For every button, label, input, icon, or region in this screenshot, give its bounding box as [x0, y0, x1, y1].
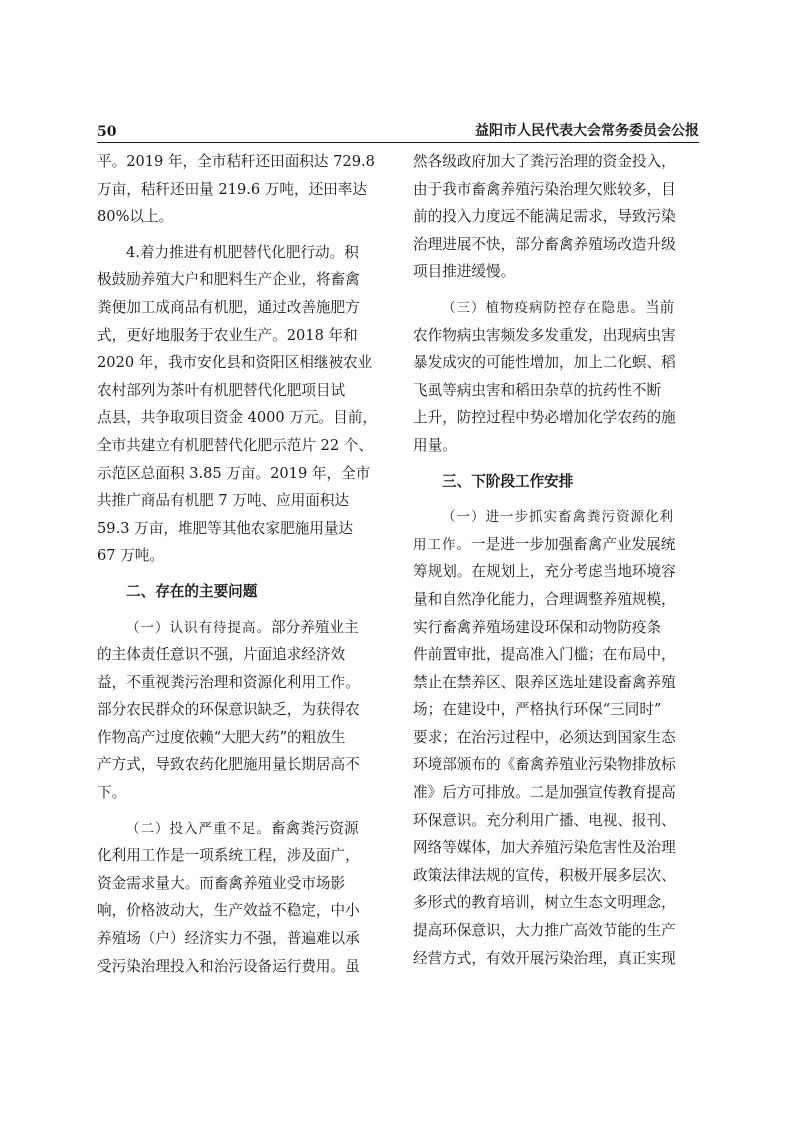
- text-line: 59.3 万亩，堆肥等其他农家肥施用量达: [97, 519, 354, 537]
- text-line: 暴发成灾的可能性增加，加上二化螟、稻: [413, 354, 676, 372]
- text-line: 示范区总面积 3.85 万亩。2019 年，全市: [97, 464, 371, 482]
- section-heading: 二、存在的主要问题: [126, 582, 258, 600]
- text-line: 治理进展不快，部分畜禽养殖场改造升级: [413, 235, 676, 253]
- subheading: （一）认识有待提高。: [126, 619, 271, 636]
- text-line: 用工作。一是进一步加强畜禽产业发展统: [413, 535, 676, 553]
- text-line: 环境部颁布的《畜禽养殖业污染物排放标: [413, 756, 676, 774]
- text-line: 作物高产过度依赖“大肥大药”的粗放生: [97, 728, 346, 746]
- text-line: 共推广商品有机肥 7 万吨、应用面积达: [97, 492, 350, 510]
- text-line: 上升，防控过程中势必增加化学农药的施: [413, 409, 676, 427]
- text-line: 用量。: [413, 436, 457, 454]
- text-line: 农作物病虫害频发多发重发，出现病虫害: [413, 326, 676, 344]
- text-line: 部分农民群众的环保意识缺乏，为获得农: [97, 701, 360, 719]
- text-line: （三）植物疫病防控存在隐患。当前: [442, 298, 675, 316]
- text-line: 政策法律法规的宣传，积极开展多层次、: [413, 866, 676, 884]
- text-line: 多形式的教育培训，树立生态文明理念，: [413, 894, 676, 912]
- text-line: 实行畜禽养殖场建设环保和动物防疫条: [413, 618, 662, 636]
- text-line: 平。2019 年，全市秸秆还田面积达 729.8: [97, 153, 375, 170]
- text-line: 全市共建立有机肥替代化肥示范片 22 个、: [97, 436, 373, 454]
- page-number: 50: [97, 124, 117, 140]
- subheading: （一）进一步抓实畜禽粪污资源化利: [442, 509, 674, 526]
- text-line: 准》后方可排放。二是加强宣传教育提高: [413, 784, 676, 802]
- text-line: 极鼓励养殖大户和肥料生产企业，将畜禽: [97, 271, 360, 289]
- text-line: 件前置审批，提高准入门槛；在布局中，: [413, 646, 676, 664]
- text-line: 资金需求量大。而畜禽养殖业受市场影: [97, 874, 346, 892]
- text-line: 粪便加工成商品有机肥，通过改善施肥方: [97, 298, 360, 316]
- text-line: 场；在建设中，严格执行环保“三同时”: [413, 701, 662, 719]
- left-column: [97, 148, 383, 980]
- text-line: 万亩，秸秆还田量 219.6 万吨，还田率达: [97, 180, 367, 198]
- text-line: 受污染治理投入和治污设备运行费用。虽: [97, 957, 360, 975]
- text-line: 然各级政府加大了粪污治理的资金投入，: [413, 153, 676, 170]
- subheading: 用工作。: [413, 536, 471, 553]
- text-line: [413, 503, 699, 531]
- text-line: 2020 年，我市安化县和资阳区相继被农业: [97, 354, 373, 372]
- text-line: 要求；在治污过程中，必须达到国家生态: [413, 728, 676, 746]
- text-line: 网络等媒体，加大养殖污染危害性及治理: [413, 839, 676, 857]
- header-rule: [97, 142, 699, 144]
- text-line: 筹规划。在规划上，充分考虑当地环境容: [413, 563, 676, 581]
- text-line: 益，不重视粪污治理和资源化利用工作。: [97, 673, 360, 691]
- text-line: （一）认识有待提高。部分养殖业主: [126, 618, 359, 636]
- subheading: （二）投入严重不足。: [126, 820, 271, 837]
- text-line: 80%以上。: [97, 208, 174, 226]
- section-heading: 三、下阶段工作安排: [442, 472, 574, 490]
- text-line: 4.着力推进有机肥替代化肥行动。积: [126, 243, 359, 261]
- text-line: 由于我市畜禽养殖污染治理欠账较多，目: [413, 180, 676, 198]
- right-column: [413, 148, 699, 972]
- publication-title: 益阳市人民代表大会常务委员会公报: [475, 123, 699, 139]
- text-line: 产方式，导致农药化肥施用量长期居高不: [97, 756, 360, 774]
- text-line: 点县，共争取项目资金 4000 万元。目前，: [97, 409, 377, 427]
- text-line: 养殖场（户）经济实力不强，普遍难以承: [97, 930, 360, 948]
- text-line: 环保意识。充分利用广播、电视、报刊、: [413, 811, 676, 829]
- text-line: 的主体责任意识不强，片面追求经济效: [97, 646, 346, 664]
- text-line: 式，更好地服务于农业生产。2018 年和: [97, 326, 358, 344]
- text-line: （二）投入严重不足。畜禽粪污资源: [126, 819, 359, 837]
- text-line: 化利用工作是一项系统工程，涉及面广，: [97, 847, 360, 865]
- text-line: 经营方式，有效开展污染治理，真正实现: [413, 949, 676, 967]
- text-line: 项目推进缓慢。: [413, 263, 516, 281]
- text-line: 量和自然净化能力，合理调整养殖规模，: [413, 590, 676, 608]
- text-line: 提高环保意识，大力推广高效节能的生产: [413, 922, 676, 940]
- text-line: 禁止在禁养区、限养区选址建设畜禽养殖: [413, 673, 676, 691]
- page-header: [97, 118, 699, 140]
- text-line: 农村部列为茶叶有机肥替代化肥项目试: [97, 381, 346, 399]
- text-line: 前的投入力度远不能满足需求，导致污染: [413, 208, 676, 226]
- text-line: 响，价格波动大，生产效益不稳定，中小: [97, 902, 360, 920]
- text-line: 下。: [97, 784, 127, 802]
- text-line: 67 万吨。: [97, 547, 164, 565]
- subheading: （三）植物疫病防控存在隐患。: [442, 299, 645, 316]
- text-line: 飞虱等病虫害和稻田杂草的抗药性不断: [413, 381, 662, 399]
